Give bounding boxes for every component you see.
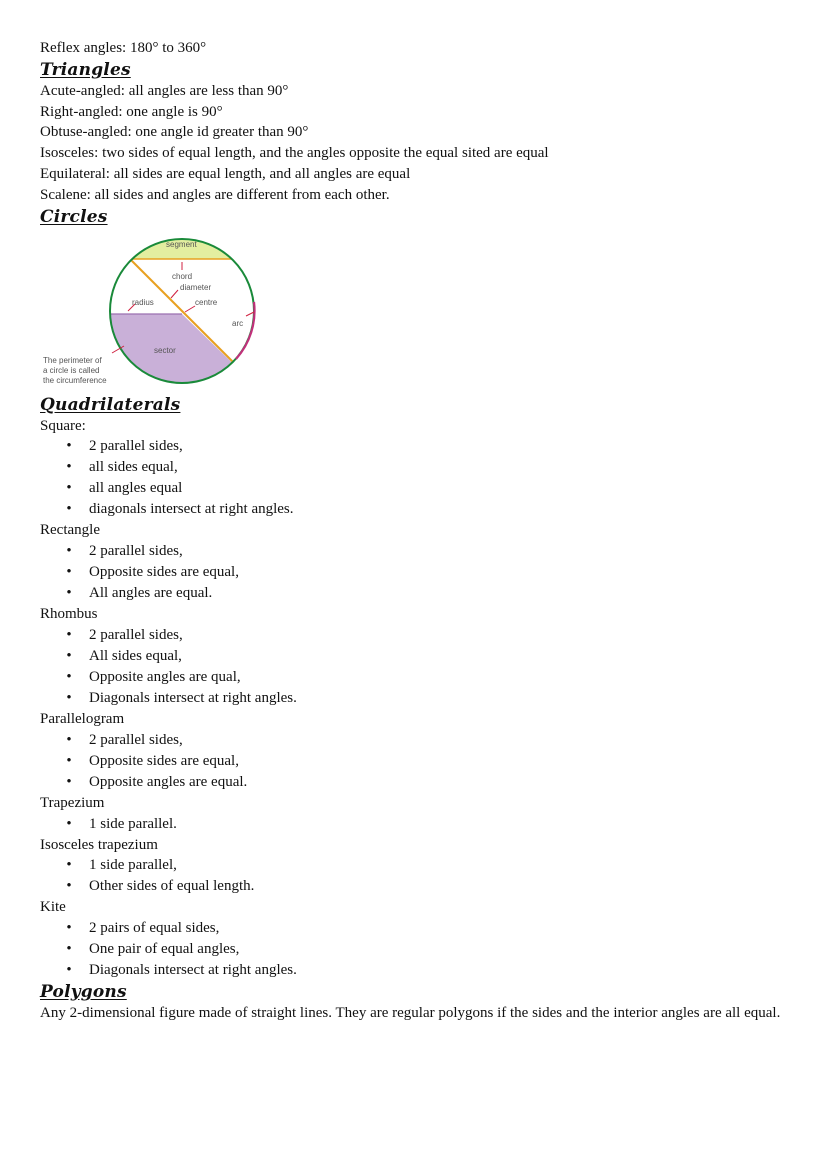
list-item: [64, 939, 800, 960]
shape-property-list: [40, 730, 800, 793]
bullet-icon: •: [66, 752, 72, 769]
list-item: [64, 960, 800, 981]
list-item-text: 2 parallel sides,: [89, 731, 183, 748]
bullet-icon: •: [66, 564, 72, 581]
arc-label: arc: [232, 318, 244, 328]
bullet-icon: •: [66, 857, 72, 874]
list-item: [64, 541, 800, 562]
list-item: [64, 772, 800, 793]
shape-title: Kite: [40, 899, 66, 916]
quadrilaterals-list: [40, 416, 800, 982]
radius-label: radius: [132, 297, 154, 307]
list-item: [64, 918, 800, 939]
shape-title: Square:: [40, 417, 86, 434]
list-item-text: One pair of equal angles,: [89, 941, 240, 958]
shape-property-list: [40, 625, 800, 709]
shape-property-list: [40, 814, 800, 835]
bullet-icon: •: [66, 459, 72, 476]
list-item-text: all angles equal: [89, 480, 183, 497]
arc-pointer: [246, 312, 254, 316]
arc-highlight: [236, 302, 255, 359]
polygons-text: Any 2-dimensional figure made of straight lines. They are regular polygons if the sides and the interior angles are all equal.: [40, 1005, 781, 1022]
bullet-icon: •: [66, 668, 72, 685]
list-item-text: Opposite sides are equal,: [89, 752, 239, 769]
list-item-text: all sides equal,: [89, 459, 178, 476]
shape-title: Rhombus: [40, 606, 98, 623]
centre-pointer: [185, 306, 195, 312]
shape-title: Trapezium: [40, 794, 105, 811]
list-item-text: Other sides of equal length.: [89, 878, 255, 895]
list-item-text: All sides equal,: [89, 647, 182, 664]
bullet-icon: •: [66, 626, 72, 643]
chord-label: chord: [172, 271, 193, 281]
circles-heading: Circles: [40, 206, 108, 227]
list-item-text: 2 pairs of equal sides,: [89, 920, 220, 937]
sector-label: sector: [154, 345, 176, 355]
diameter-label: diameter: [180, 282, 212, 292]
segment-label: segment: [166, 239, 197, 249]
bullet-icon: •: [66, 878, 72, 895]
triangle-equilateral-line: Equilateral: all sides are equal length, and all angles are equal: [40, 165, 411, 182]
circumference-note-1: The perimeter of: [43, 355, 102, 365]
reflex-angles-line: Reflex angles: 180° to 360°: [40, 40, 207, 56]
bullet-icon: •: [66, 689, 72, 706]
list-item: [64, 583, 800, 604]
bullet-icon: •: [66, 585, 72, 602]
polygons-heading: Polygons: [40, 982, 127, 1003]
bullet-icon: •: [66, 647, 72, 664]
bullet-icon: •: [66, 731, 72, 748]
bullet-icon: •: [66, 773, 72, 790]
list-item: [64, 478, 800, 499]
list-item: [64, 688, 800, 709]
shape-property-list: [40, 436, 800, 520]
shape-property-list: [40, 541, 800, 604]
list-item: [64, 814, 800, 835]
bullet-icon: •: [66, 941, 72, 958]
bullet-icon: •: [66, 920, 72, 937]
quadrilaterals-heading: Quadrilaterals: [40, 394, 181, 415]
list-item: [64, 730, 800, 751]
list-item-text: Opposite sides are equal,: [89, 564, 239, 581]
triangle-isosceles-line: Isosceles: two sides of equal length, and the angles opposite the equal sited are equal: [40, 145, 549, 162]
list-item-text: Diagonals intersect at right angles.: [89, 962, 297, 979]
triangle-obtuse-line: Obtuse-angled: one angle id greater than 90°: [40, 124, 309, 141]
bullet-icon: •: [66, 480, 72, 497]
list-item-text: Opposite angles are qual,: [89, 668, 241, 685]
list-item-text: 2 parallel sides,: [89, 626, 183, 643]
triangles-heading: Triangles: [40, 59, 131, 80]
centre-label: centre: [195, 297, 218, 307]
list-item-text: 2 parallel sides,: [89, 543, 183, 560]
list-item-text: All angles are equal.: [89, 585, 213, 602]
shape-title: Parallelogram: [40, 710, 125, 727]
list-item: [64, 562, 800, 583]
circumference-note-2: a circle is called: [43, 365, 100, 375]
circumference-note-3: the circumference: [43, 375, 107, 385]
shape-property-list: [40, 855, 800, 897]
circle-diagram: [40, 232, 280, 390]
list-item: [64, 876, 800, 897]
list-item: [64, 646, 800, 667]
list-item: [64, 436, 800, 457]
bullet-icon: •: [66, 438, 72, 455]
list-item-text: 1 side parallel.: [89, 815, 177, 832]
diameter-pointer: [171, 290, 178, 298]
document-page: [40, 38, 800, 1024]
bullet-icon: •: [66, 962, 72, 979]
list-item: [64, 499, 800, 520]
bullet-icon: •: [66, 543, 72, 560]
circle-diagram-svg: [40, 232, 280, 390]
list-item: [64, 625, 800, 646]
shape-title: Rectangle: [40, 522, 100, 539]
list-item-text: 1 side parallel,: [89, 857, 177, 874]
list-item-text: Opposite angles are equal.: [89, 773, 248, 790]
list-item-text: Diagonals intersect at right angles.: [89, 689, 297, 706]
triangle-acute-line: Acute-angled: all angles are less than 90°: [40, 82, 289, 99]
list-item-text: 2 parallel sides,: [89, 438, 183, 455]
list-item: [64, 457, 800, 478]
list-item: [64, 667, 800, 688]
bullet-icon: •: [66, 815, 72, 832]
bullet-icon: •: [66, 501, 72, 518]
list-item: [64, 751, 800, 772]
list-item-text: diagonals intersect at right angles.: [89, 501, 294, 518]
triangle-right-line: Right-angled: one angle is 90°: [40, 103, 223, 120]
shape-property-list: [40, 918, 800, 981]
triangle-scalene-line: Scalene: all sides and angles are different from each other.: [40, 186, 390, 203]
shape-title: Isosceles trapezium: [40, 836, 158, 853]
list-item: [64, 855, 800, 876]
